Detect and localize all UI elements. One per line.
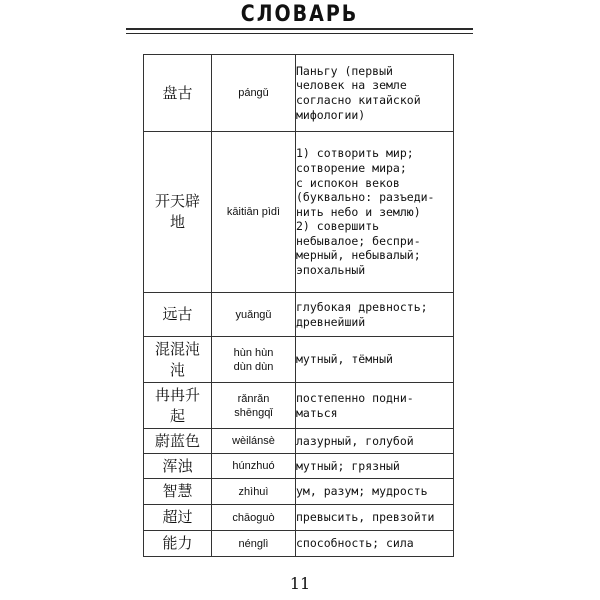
table-row [144, 454, 454, 479]
meaning-cell: глубокая древность; древнейший [296, 293, 454, 337]
meaning-cell: способность; сила [296, 531, 454, 557]
vocabulary-table [143, 54, 454, 557]
pinyin-cell: zhìhuì [212, 479, 296, 505]
hanzi-cell: 盘古 [144, 55, 212, 132]
meaning-cell: Паньгу (первый человек на земле согласно китайской мифологии) [296, 55, 454, 132]
meaning-cell: ум, разум; мудрость [296, 479, 454, 505]
hanzi-cell: 混混沌 沌 [144, 337, 212, 383]
hanzi-cell: 智慧 [144, 479, 212, 505]
meaning-cell: мутный; грязный [296, 454, 454, 479]
page-title: СЛОВАРЬ [240, 1, 359, 27]
pinyin-cell: wèilánsè [212, 429, 296, 454]
table-row [144, 55, 454, 132]
meaning-cell: постепенно подни- маться [296, 383, 454, 429]
pinyin-cell: pángǔ [212, 55, 296, 132]
pinyin-cell: rǎnrǎn shēngqǐ [212, 383, 296, 429]
table-row [144, 337, 454, 383]
meaning-cell: 1) сотворить мир; сотворение мира; с испокон веков (буквально: разъеди- нить небо и землю) 2) совершить небывалое; беспри- мерный, небывалый; эпохальный [296, 132, 454, 293]
page-number: 11 [289, 574, 311, 593]
pinyin-cell: chāoguò [212, 505, 296, 531]
table-row [144, 505, 454, 531]
header-rule-thin [126, 33, 473, 34]
page-header [126, 0, 473, 40]
hanzi-cell: 浑浊 [144, 454, 212, 479]
hanzi-cell: 能力 [144, 531, 212, 557]
table-row [144, 383, 454, 429]
table-row [144, 293, 454, 337]
pinyin-cell: húnzhuó [212, 454, 296, 479]
table-row [144, 531, 454, 557]
meaning-cell: лазурный, голубой [296, 429, 454, 454]
table-row [144, 429, 454, 454]
table-row [144, 132, 454, 293]
hanzi-cell: 远古 [144, 293, 212, 337]
pinyin-cell: hùn hùn dùn dùn [212, 337, 296, 383]
pinyin-cell: kāitiān pìdì [212, 132, 296, 293]
header-rule-thick [126, 28, 473, 30]
hanzi-cell: 蔚蓝色 [144, 429, 212, 454]
pinyin-cell: nénglì [212, 531, 296, 557]
meaning-cell: мутный, тёмный [296, 337, 454, 383]
table-row [144, 479, 454, 505]
hanzi-cell: 冉冉升 起 [144, 383, 212, 429]
pinyin-cell: yuǎngǔ [212, 293, 296, 337]
hanzi-cell: 开天辟 地 [144, 132, 212, 293]
meaning-cell: превысить, превзойти [296, 505, 454, 531]
hanzi-cell: 超过 [144, 505, 212, 531]
